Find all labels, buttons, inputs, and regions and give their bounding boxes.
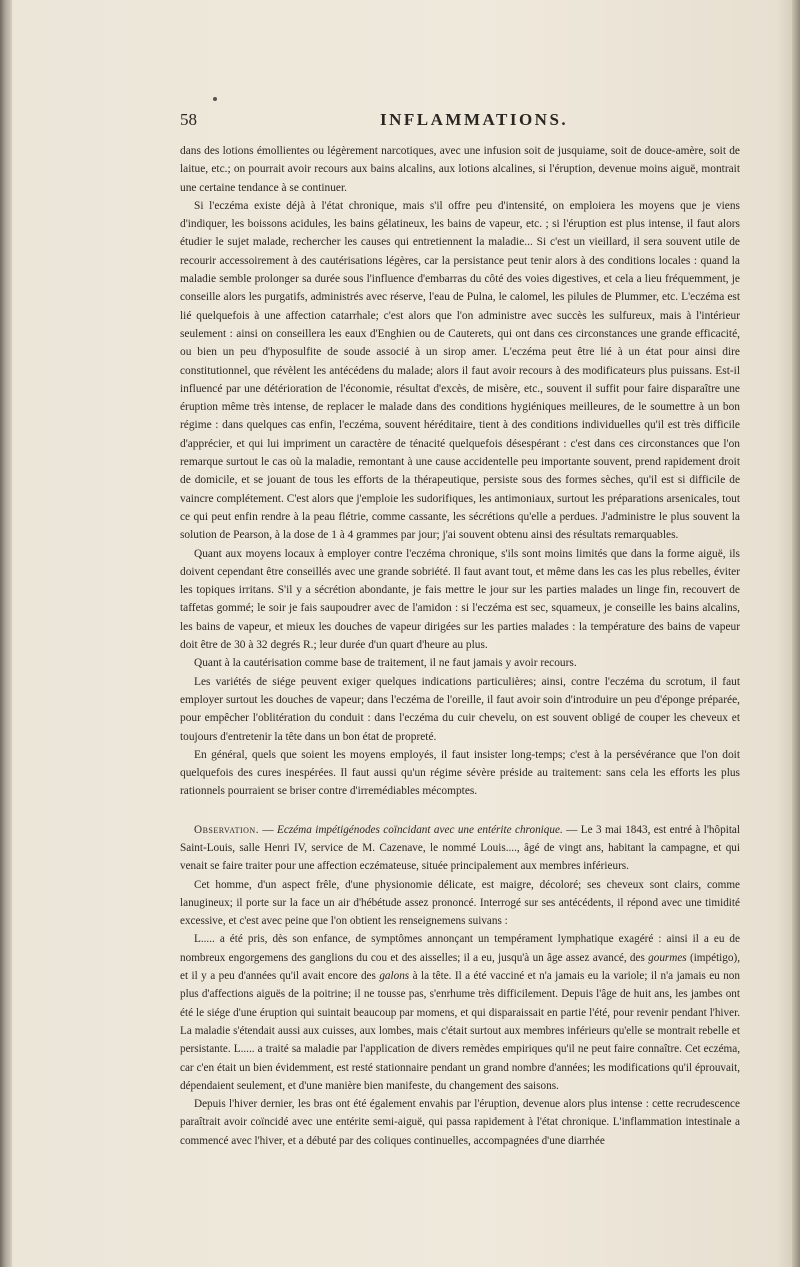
page-number: 58 xyxy=(180,110,197,129)
observation-p3-c: à la tête. Il a été vacciné et n'a jamais eu la variole; il n'a jamais eu non plus d'affections aiguës de la poitrine; il ne tousse pas, s'enrhume très difficilement. Depuis l'âge de huit ans, les jambes ont été le siége d'une éruption qui suintait beaucoup par momens, et qui disparaissait en partie l'été, pour revenir pendant l'hiver. La maladie s'étendait aussi aux cuisses, aux lombes, mais c'était surtout aux membres inférieurs qu'elle se montrait rebelle et persistante. L..... a traité sa maladie par l'application de divers remèdes empiriques qu'il ne peut faire connaître. Cet eczéma, car c'en était un bien évidemment, est resté stationnaire pendant un grand nombre d'années; les modifications qu'il éprouvait, dépendaient seulement, et d'une manière bien manifeste, du changement des saisons. xyxy=(180,970,740,1092)
observation-section xyxy=(180,821,740,1150)
observation-p3-b: (impétigo), et il y a peu d'années qu'il avait encore des xyxy=(180,951,740,983)
ink-dot xyxy=(213,97,217,101)
page-header xyxy=(180,110,740,134)
observation-paragraph-2: Cet homme, d'un aspect frêle, d'une physionomie délicate, est maigre, décoloré; ses cheveux sont clairs, comme lanugineux; il porte sur la face un air d'hébétude assez prononcé. Interrogé sur ses antécédents, il répond avec une timidité excessive, et c'est avec peine que l'on obtient les renseignemens suivans : xyxy=(180,878,740,928)
observation-p3-galons: galons xyxy=(379,970,410,983)
observation-title: Eczéma impétigénodes coïncidant avec une entérite chronique. xyxy=(277,823,563,836)
paragraph-5: Les variétés de siége peuvent exiger quelques indications particulières; ainsi, contre l'eczéma du scrotum, il faut employer surtout les douches de vapeur; dans l'eczéma de l'oreille, il faut avoir soin d'introduire un peu d'éponge préparée, pour empêcher l'oblitération du conduit : dans l'eczéma du cuir chevelu, on est souvent obligé de couper les cheveux et toujours d'entretenir la tête dans un bon état de propreté. xyxy=(180,675,740,743)
observation-paragraph-4: Depuis l'hiver dernier, les bras ont été également envahis par l'éruption, devenue alors plus intense : cette recrudescence paraîtrait avoir coïncidé avec une entérite semi-aiguë, qui passa rapidement à l'état chronique. L'inflammation intestinale a commencé avec l'hiver, et a débuté par des coliques continuelles, accompagnées d'une diarrhée xyxy=(180,1098,740,1147)
observation-p3-gourmes: gourmes xyxy=(648,951,687,964)
page-body xyxy=(180,142,740,1150)
binding-gutter xyxy=(0,0,12,1267)
paragraph-3: Quant aux moyens locaux à employer contre l'eczéma chronique, s'ils sont moins limités que dans la forme aiguë, ils doivent cependant être conseillés avec une grande sobriété. Il faut avant tout, et même dans les cas les plus rebelles, éviter les topiques irritans. S'il y a sécrétion abondante, je fais mettre le jour sur les parties malades un linge fin, recouvert de taffetas gommé; le soir je fais saupoudrer avec de l'amidon : si l'eczéma est sec, squameux, je conseille les bains alcalins, les bains de vapeur, et mieux les douches de vapeur dirigées sur les parties malades : la température des bains de vapeur doit être de 30 à 32 degrés R.; leur durée d'un quart d'heure au plus. xyxy=(180,547,740,652)
observation-intro-text: — Le 3 mai 1843, est entré à l'hôpital Saint-Louis, salle Henri IV, service de M. Cazenave, le nommé Louis...., âgé de vingt ans, habitant la campagne, et qui venait se faire traiter pour une affection eczémateuse, située principalement aux membres inférieurs. xyxy=(180,823,740,873)
paragraph-1: dans des lotions émollientes ou légèrement narcotiques, avec une infusion soit de jusquiame, soit de douce-amère, soit de laitue, etc.; on pourrait avoir recours aux bains alcalins, aux lotions alcalines, si l'éruption, devenue moins aiguë, montrait une certaine tendance à se continuer. xyxy=(180,145,740,194)
observation-label: Observation. xyxy=(194,823,259,836)
running-title: INFLAMMATIONS. xyxy=(380,110,569,129)
paragraph-6: En général, quels que soient les moyens employés, il faut insister long-temps; c'est à la persévérance que l'on doit quelquefois des cures inespérées. Il faut aussi qu'un régime sévère préside au traitement: sans cela les efforts les plus rationnels pourraient se briser contre d'irremédiables mécomptes. xyxy=(180,748,740,798)
observation-paragraph-3 xyxy=(180,930,740,1095)
observation-intro xyxy=(180,821,740,876)
paragraph-2: Si l'eczéma existe déjà à l'état chronique, mais s'il offre peu d'intensité, on emploiera les moyens que je viens d'indiquer, les boissons acidules, les bains gélatineux, les bains de vapeur, etc. ; si l'éruption est plus intense, il faut alors étudier le sujet malade, rechercher les causes qui entretiennent la maladie... Si c'est un vieillard, il sera souvent utile de recourir accessoirement à des cautérisations légères, car la persistance peut tenir alors à des conditions locales : quand la maladie semble prolonger sa durée sous l'influence d'embarras du côté des voies digestives, et cela a lieu fréquemment, je conseille alors les purgatifs, administrés avec réserve, l'eau de Pulna, le calomel, les pilules de Plummer, etc. L'eczéma est lié quelquefois à une affection catarrhale; c'est alors que l'on administre avec succès les sulfureux, mais à l'intérieur seulement : ainsi on conseillera les eaux d'Enghien ou de Cauterets, qui ont dans ces circonstances une grande efficacité, ou bien un peu d'hyposulfite de soude associé à un sirop amer. L'eczéma peut être lié à un état pour ainsi dire constitutionnel, que révèlent les antécédens du malade; alors il faut avoir recours à des modificateurs plus puissans. Est-il influencé par une détérioration de l'économie, résultat d'excès, de misère, etc., souvent il suffit pour faire disparaître une éruption même très intense, de replacer le malade dans des conditions hygiéniques meilleures, de le soumettre à un bon régime : dans quelques cas enfin, l'eczéma, souvent héréditaire, tient à des conditions individuelles qu'il est très difficile d'apprécier, et qui lui impriment un caractère de ténacité quelquefois désespérant : c'est dans ces circonstances que l'on remarque surtout le cas où la maladie, remontant à une cause accidentelle peu importante souvent, prend rapidement droit de domicile, et se jouant de tous les efforts de la thérapeutique, persiste sous des formes sèches, qu'il est si difficile de vaincre complétement. C'est alors que j'emploie les sudorifiques, les antimoniaux, surtout les préparations arsenicales, tout ce qui peut enfin rendre à la peau flétrie, comme cassante, les sécrétions qu'elle a perdues. J'administre le plus souvent la solution de Pearson, à la dose de 1 à 4 grammes par jour; j'ai souvent obtenu ainsi des résultats remarquables. xyxy=(180,199,740,542)
paragraph-4: Quant à la cautérisation comme base de traitement, il ne faut jamais y avoir recours. xyxy=(194,657,577,670)
observation-p3-a: L..... a été pris, dès son enfance, de symptômes annonçant un tempérament lymphatique exagéré : ainsi il a eu de nombreux engorgemens des ganglions du cou et des aisselles; il a eu, jusqu'à un âge assez avancé, des xyxy=(180,933,740,964)
observation-dash: — xyxy=(259,823,278,836)
page-edge xyxy=(792,0,800,1267)
